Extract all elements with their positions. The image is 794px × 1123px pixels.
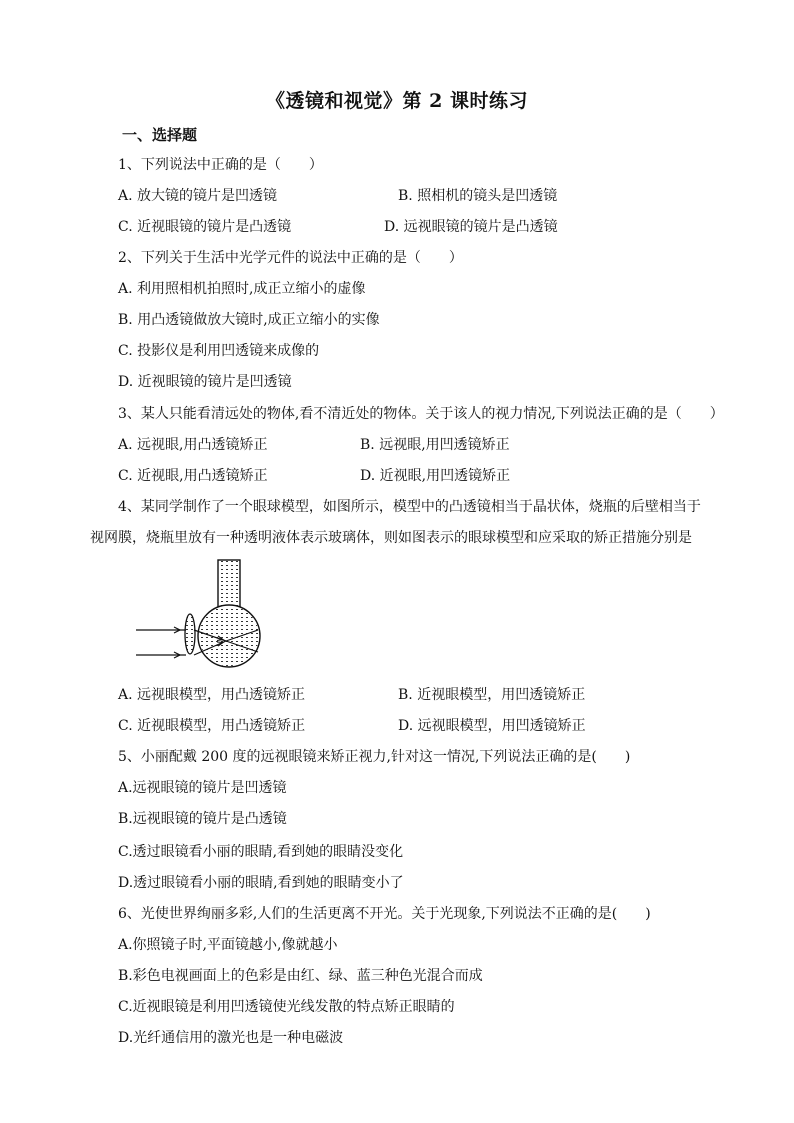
question-1-stem: 1、下列说法中正确的是（ ） <box>118 157 323 173</box>
question-5-option-d: D.透过眼镜看小丽的眼睛,看到她的眼睛变小了 <box>118 875 404 891</box>
question-6-stem: 6、光使世界绚丽多彩,人们的生活更离不开光。关于光现象,下列说法不正确的是( ) <box>118 906 651 922</box>
question-3-option-b: B. 远视眼,用凹透镜矫正 <box>360 437 510 453</box>
page-title: 《透镜和视觉》第 2 课时练习 <box>266 90 528 112</box>
convex-lens <box>185 614 195 654</box>
question-1-option-d: D. 远视眼镜的镜片是凸透镜 <box>384 219 558 235</box>
question-6-option-c: C.近视眼镜是利用凹透镜使光线发散的特点矫正眼睛的 <box>118 999 455 1015</box>
question-4-stem-line-1: 4、某同学制作了一个眼球模型，如图所示，模型中的凸透镜相当于晶状体，烧瓶的后壁相当于 <box>118 499 701 515</box>
question-5-option-b: B.远视眼镜的镜片是凸透镜 <box>118 811 287 827</box>
question-4-option-c: C. 近视眼模型，用凸透镜矫正 <box>118 718 306 734</box>
question-3-option-d: D. 近视眼,用凹透镜矫正 <box>360 468 511 484</box>
question-5-stem: 5、小丽配戴 200 度的远视眼镜来矫正视力,针对这一情况,下列说法正确的是( ) <box>118 749 631 765</box>
question-5-option-c: C.透过眼镜看小丽的眼睛,看到她的眼睛没变化 <box>118 844 404 860</box>
question-5-option-a: A.远视眼镜的镜片是凹透镜 <box>118 780 287 796</box>
question-4-option-d: D. 远视眼模型，用凹透镜矫正 <box>398 718 586 734</box>
flask-liquid <box>199 606 259 666</box>
question-2-stem: 2、下列关于生活中光学元件的说法中正确的是（ ） <box>118 250 463 266</box>
question-2-option-d: D. 近视眼镜的镜片是凹透镜 <box>118 374 292 390</box>
section-heading: 一、选择题 <box>122 126 198 144</box>
eye-model-figure <box>130 556 270 676</box>
question-4-stem-line-2: 视网膜，烧瓶里放有一种透明液体表示玻璃体，则如图表示的眼球模型和应采取的矫正措施分别是 <box>90 530 692 546</box>
question-1-option-c: C. 近视眼镜的镜片是凸透镜 <box>118 219 292 235</box>
question-1-option-a: A. 放大镜的镜片是凹透镜 <box>118 188 278 204</box>
question-2-option-a: A. 利用照相机拍照时,成正立缩小的虚像 <box>118 281 366 297</box>
question-3-option-c: C. 近视眼,用凸透镜矫正 <box>118 468 268 484</box>
question-6-option-d: D.光纤通信用的激光也是一种电磁波 <box>118 1030 344 1046</box>
question-2-option-c: C. 投影仪是利用凹透镜来成像的 <box>118 343 320 359</box>
question-6-option-b: B.彩色电视画面上的色彩是由红、绿、蓝三种色光混合而成 <box>118 968 483 984</box>
question-4-option-a: A. 远视眼模型，用凸透镜矫正 <box>118 687 306 703</box>
question-3-option-a: A. 远视眼,用凸透镜矫正 <box>118 437 268 453</box>
question-1-option-b: B. 照相机的镜头是凹透镜 <box>398 188 558 204</box>
question-3-stem: 3、某人只能看清远处的物体,看不清近处的物体。关于该人的视力情况,下列说法正确的是（ ） <box>118 406 724 422</box>
question-4-option-b: B. 近视眼模型，用凹透镜矫正 <box>398 687 586 703</box>
question-2-option-b: B. 用凸透镜做放大镜时,成正立缩小的实像 <box>118 312 380 328</box>
question-6-option-a: A.你照镜子时,平面镜越小,像就越小 <box>118 937 338 953</box>
